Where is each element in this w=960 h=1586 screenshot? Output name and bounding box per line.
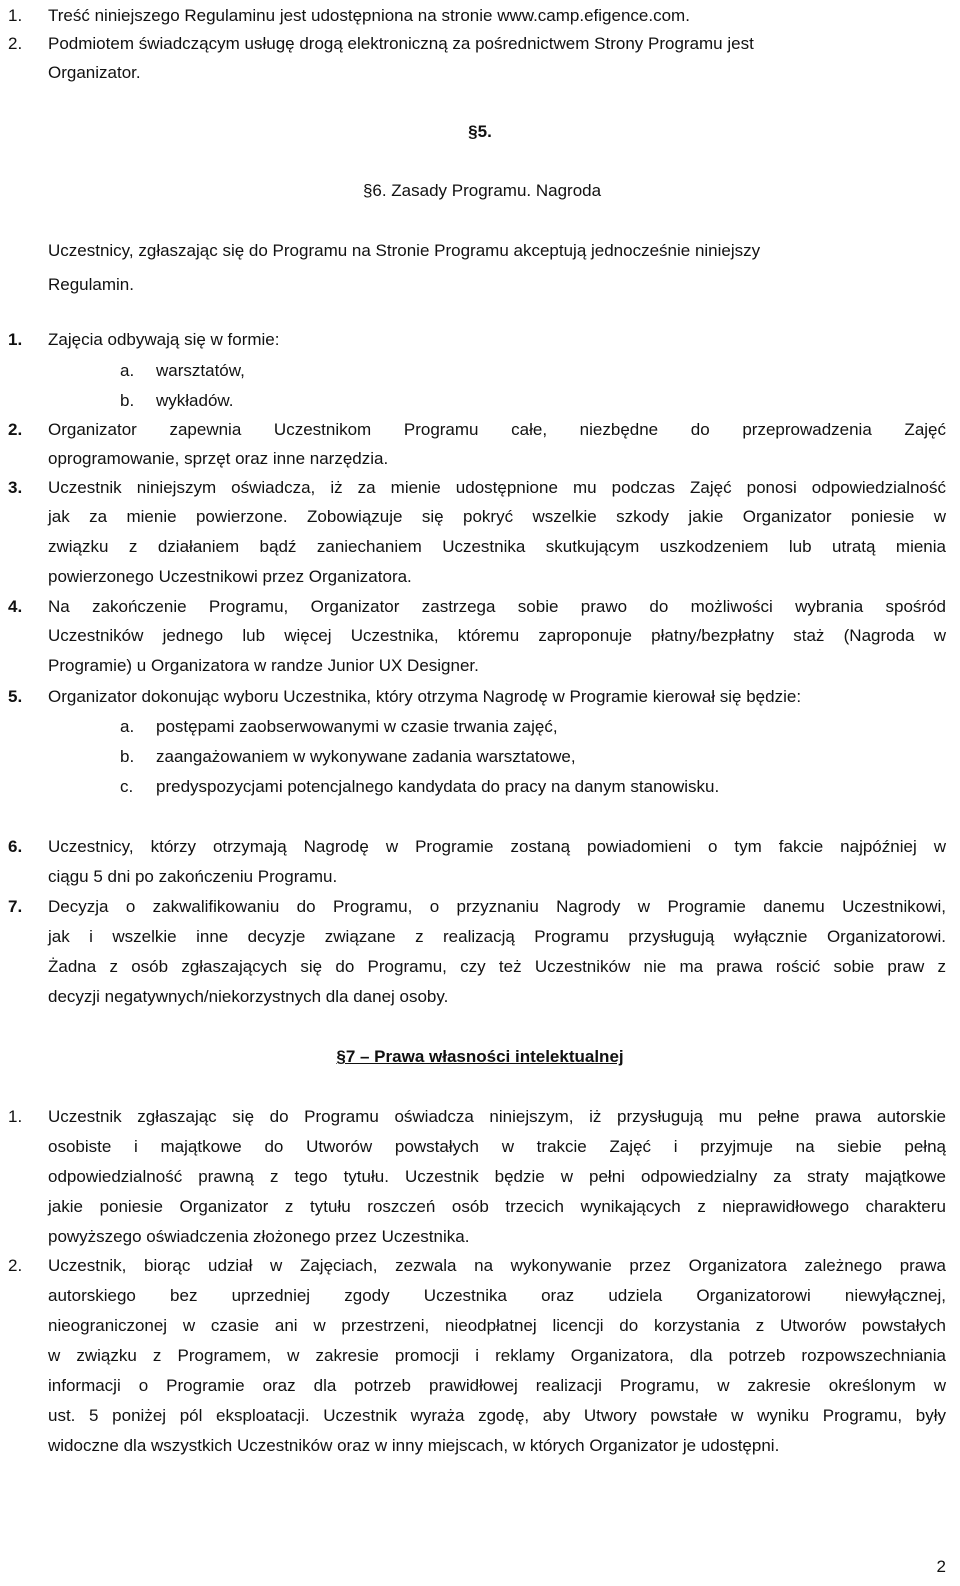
list-text: Organizator dokonując wyboru Uczestnika, który otrzyma Nagrodę w Programie kierował się będzie: — [48, 687, 802, 706]
list-number: 6. — [8, 837, 23, 856]
list-text: Żadna z osób zgłaszających się do Programu, czy też Uczestników nie ma prawa rościć sobie praw z — [48, 957, 946, 976]
list-number: 4. — [8, 597, 23, 616]
list-text: decyzji negatywnych/niekorzystnych dla danej osoby. — [48, 987, 449, 1006]
sub-list-letter: b. — [120, 391, 135, 410]
list-text: informacji o Programie oraz dla potrzeb prawidłowej realizacji Programu, w zakresie określonym w — [48, 1376, 946, 1395]
list-text: Zajęcia odbywają się w formie: — [48, 330, 280, 349]
list-number: 2. — [8, 34, 23, 53]
sub-list-text: warsztatów, — [156, 361, 245, 380]
list-text: odpowiedzialność prawną z tego tytułu. Uczestnik będzie w pełni odpowiedzialny za straty majątkowe — [48, 1167, 946, 1186]
sub-list-letter: b. — [120, 747, 135, 766]
section-6-heading-text: §6. Zasady Programu. Nagroda — [362, 181, 602, 200]
list-text: ust. 5 poniżej pól eksploatacji. Uczestnik wyraża zgodę, aby Utwory powstałe w wyniku Programu, były — [48, 1406, 946, 1425]
list-number: 7. — [8, 897, 23, 916]
page-number: 2 — [936, 1557, 946, 1576]
list-text: widoczne dla wszystkich Uczestników oraz w inny miejscach, w których Organizator je udostępni. — [48, 1436, 780, 1455]
section-5-heading: §5. — [468, 122, 492, 141]
list-number: 1. — [8, 1107, 23, 1126]
sub-list-text: predyspozycjami potencjalnego kandydata do pracy na danym stanowisku. — [156, 777, 720, 796]
section-6-heading — [0, 180, 960, 202]
list-text: Uczestnicy, którzy otrzymają Nagrodę w Programie zostaną powiadomieni o tym fakcie najpóźniej w — [48, 837, 946, 856]
list-text: Uczestnik, biorąc udział w Zajęciach, zezwala na wykonywanie przez Organizatora zależnego prawa — [48, 1256, 946, 1275]
list-text: jakie poniesie Organizator z tytułu roszczeń osób trzecich wynikających z nieprawidłowego charakteru — [48, 1197, 946, 1216]
list-text: Programie) u Organizatora w randze Junior UX Designer. — [48, 656, 479, 675]
list-text: Uczestnik zgłaszając się do Programu oświadcza niniejszym, iż przysługują mu pełne prawa autorskie — [48, 1107, 946, 1126]
list-text: jak za mienie powierzone. Zobowiązuje się pokryć wszelkie szkody jakie Organizator poniesie w — [48, 507, 946, 526]
list-text: Uczestnik niniejszym oświadcza, iż za mienie udostępnione mu podczas Zajęć ponosi odpowiedzialność — [48, 478, 946, 497]
section-7-heading — [0, 1046, 960, 1068]
list-number: 1. — [8, 6, 23, 25]
list-text: jak i wszelkie inne decyzje związane z realizacją Programu przysługują wyłącznie Organizatorowi. — [48, 927, 946, 946]
list-text: oprogramowanie, sprzęt oraz inne narzędzia. — [48, 449, 389, 468]
list-number: 3. — [8, 478, 23, 497]
sub-list-text: wykładów. — [156, 391, 234, 410]
list-text: Podmiotem świadczącym usługę drogą elektroniczną za pośrednictwem Strony Programu jest — [48, 34, 754, 53]
list-number: 2. — [8, 420, 23, 439]
list-text: Treść niniejszego Regulaminu jest udostępniona na stronie www.camp.efigence.com. — [48, 6, 690, 25]
list-number: 2. — [8, 1256, 23, 1275]
list-text: ciągu 5 dni po zakończeniu Programu. — [48, 867, 338, 886]
list-text: Organizator zapewnia Uczestnikom Programu całe, niezbędne do przeprowadzenia Zajęć — [48, 420, 946, 439]
sub-list-letter: a. — [120, 361, 135, 380]
section-7-heading-text: §7 – Prawa własności intelektualnej — [336, 1047, 624, 1066]
list-number: 5. — [8, 687, 23, 706]
section-6-intro: Uczestnicy, zgłaszając się do Programu na Stronie Programu akceptują jednocześnie niniejszy — [48, 241, 761, 260]
list-number: 1. — [8, 330, 23, 349]
list-text: w związku z Programem, w zakresie promocji i reklamy Organizatora, dla potrzeb rozpowszechniania — [48, 1346, 946, 1365]
sub-list-letter: a. — [120, 717, 135, 736]
list-text: nieograniczonej w czasie ani w przestrzeni, nieodpłatnej licencji do korzystania z Utworów powstałych — [48, 1316, 946, 1335]
list-text: powierzonego Uczestnikowi przez Organizatora. — [48, 567, 412, 586]
list-text: osobiste i majątkowe do Utworów powstałych w trakcie Zajęć i przyjmuje na siebie pełną — [48, 1137, 946, 1156]
list-text: autorskiego bez uprzedniej zgody Uczestnika oraz udziela Organizatorowi niewyłącznej, — [48, 1286, 946, 1305]
sub-list-letter: c. — [120, 777, 134, 796]
sub-list-text: postępami zaobserwowanymi w czasie trwania zajęć, — [156, 717, 558, 736]
sub-list-text: zaangażowaniem w wykonywane zadania warsztatowe, — [156, 747, 576, 766]
list-text: Organizator. — [48, 63, 141, 82]
list-text: Decyzja o zakwalifikowaniu do Programu, o przyznaniu Nagrody w Programie danemu Uczestnikowi, — [48, 897, 946, 916]
section-6-intro: Regulamin. — [48, 275, 134, 294]
list-text: Uczestników jednego lub więcej Uczestnika, któremu zaproponuje płatny/bezpłatny staż (Nagroda w — [48, 626, 946, 645]
list-text: powyższego oświadczenia złożonego przez Uczestnika. — [48, 1227, 470, 1246]
list-text: związku z działaniem bądź zaniechaniem Uczestnika skutkującym uszkodzeniem lub utratą mienia — [48, 537, 946, 556]
list-text: Na zakończenie Programu, Organizator zastrzega sobie prawo do możliwości wybrania spośród — [48, 597, 946, 616]
